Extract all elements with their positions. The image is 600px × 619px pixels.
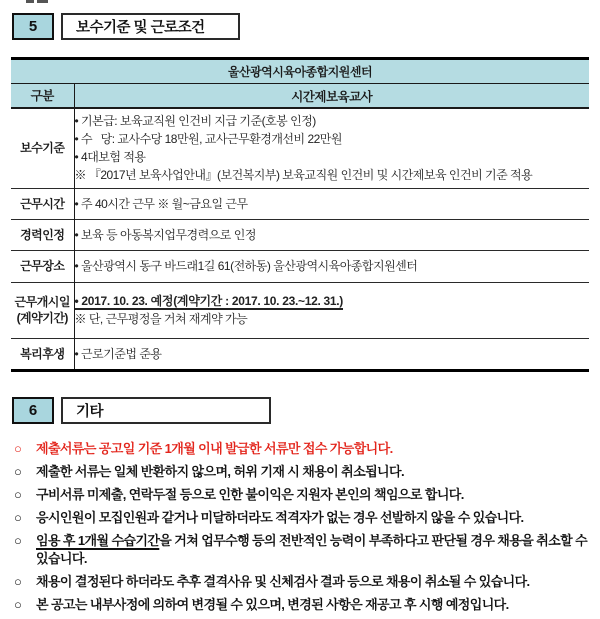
section-5-number-badge — [12, 13, 54, 40]
page-edge-artifact — [37, 0, 48, 3]
note-text — [36, 532, 588, 567]
note-item-6 — [14, 573, 588, 591]
table-row-start-date — [11, 282, 589, 338]
row-label: 복리후생 — [11, 338, 74, 370]
note-bullet: ○ — [14, 573, 22, 589]
note-text: 본 공고는 내부사정에 의하여 변경될 수 있으며, 변경된 사항은 재공고 후 시행 예정입니다. — [36, 596, 509, 612]
table-row-benefits — [11, 338, 589, 370]
row-content — [74, 219, 589, 250]
content-line: • 4대보험 적용 — [74, 150, 146, 165]
section-5-header — [12, 13, 240, 40]
note-item-1 — [14, 440, 588, 458]
content-line: • 근로기준법 준용 — [74, 346, 162, 361]
content-line: • 보육 등 아동복지업무경력으로 인정 — [74, 227, 256, 242]
note-item-4 — [14, 509, 588, 527]
row-content — [74, 250, 589, 282]
content-line: • 울산광역시 동구 바드래1길 61(전하동) 울산광역시육아종합지원센터 — [74, 259, 418, 273]
note-item-5 — [14, 532, 588, 567]
content-line: ※ 단, 근무평정을 거쳐 재계약 가능 — [74, 312, 248, 326]
section-5-title: 보수기준 및 근로조건 — [76, 20, 205, 36]
note-bullet: ○ — [14, 464, 22, 479]
note-bullet: ○ — [14, 441, 22, 456]
note-text: 채용이 결정된다 하더라도 추후 결격사유 및 신체검사 결과 등으로 채용이 취소될 수 있습니다. — [36, 573, 530, 589]
table-row-career-recognition — [11, 219, 589, 250]
row-label: 근무장소 — [11, 250, 74, 282]
note-item-2 — [14, 463, 588, 481]
section-5-number: 5 — [28, 18, 38, 35]
table-row-work-location — [11, 250, 589, 282]
table-title-row — [11, 59, 589, 84]
note-text: 제출한 서류는 일체 반환하지 않으며, 허위 기재 시 채용이 취소됩니다. — [36, 464, 404, 479]
row-label: 보수기준 — [11, 108, 74, 188]
content-line: ※ 『2017년 보육사업안내』(보건복지부) 보육교직원 인건비 및 시간제보육 인건비 기준 적용 — [74, 168, 533, 183]
table-title: 울산광역시육아종합지원센터 — [11, 59, 589, 84]
note-bullet: ○ — [14, 487, 22, 502]
page-edge-artifact — [26, 0, 34, 3]
notes-list — [14, 440, 588, 619]
row-content — [74, 108, 589, 188]
note-text: 구비서류 미제출, 연락두절 등으로 인한 불이익은 지원자 본인의 책임으로 합니다. — [36, 487, 464, 502]
section-5-title-box — [61, 13, 240, 40]
row-content — [74, 338, 589, 370]
content-line: • 주 40시간 근무 ※ 월~금요일 근무 — [74, 196, 248, 211]
content-line: • 기본급: 보육교직원 인건비 지급 기준(호봉 인정) — [74, 114, 316, 129]
row-label — [11, 282, 74, 338]
column-header-label: 구분 — [11, 84, 74, 109]
row-content — [74, 188, 589, 219]
row-label: 경력인정 — [11, 219, 74, 250]
section-6-header — [12, 397, 271, 424]
note-bullet: ○ — [14, 596, 22, 612]
section-6-title: 기타 — [76, 404, 104, 420]
row-content — [74, 282, 589, 338]
content-line: • 수 당: 교사수당 18만원, 교사근무환경개선비 22만원 — [74, 132, 342, 147]
note-bullet: ○ — [14, 510, 22, 525]
note-text-emphasized: 임용 후 1개월 수습기간 — [36, 533, 160, 548]
content-line-emphasized: • 2017. 10. 23. 예정(계약기간 : 2017. 10. 23.~12. 31.) — [74, 294, 344, 308]
row-label-line1: 근무개시일 — [14, 295, 70, 309]
note-bullet: ○ — [14, 533, 22, 548]
note-text: 응시인원이 모집인원과 같거나 미달하더라도 적격자가 없는 경우 선발하지 않을 수 있습니다. — [36, 510, 524, 525]
row-label-line2: (계약기간) — [16, 311, 68, 325]
section-6-title-box — [61, 397, 271, 424]
note-item-7 — [14, 596, 588, 614]
table-row-compensation — [11, 108, 589, 188]
section-6-number-badge — [12, 397, 54, 424]
column-header-value: 시간제보육교사 — [74, 84, 589, 109]
table-column-header-row — [11, 84, 589, 109]
table-row-working-hours — [11, 188, 589, 219]
note-item-3 — [14, 486, 588, 504]
row-label: 근무시간 — [11, 188, 74, 219]
note-text-rest: 을 거쳐 업무수행 등의 전반적인 능력이 부족하다고 판단될 경우 채용을 취소할 수 있습니다. — [36, 533, 588, 566]
section-6-number: 6 — [28, 402, 38, 419]
compensation-table — [11, 57, 589, 372]
note-text: 제출서류는 공고일 기준 1개월 이내 발급한 서류만 접수 가능합니다. — [36, 441, 393, 456]
